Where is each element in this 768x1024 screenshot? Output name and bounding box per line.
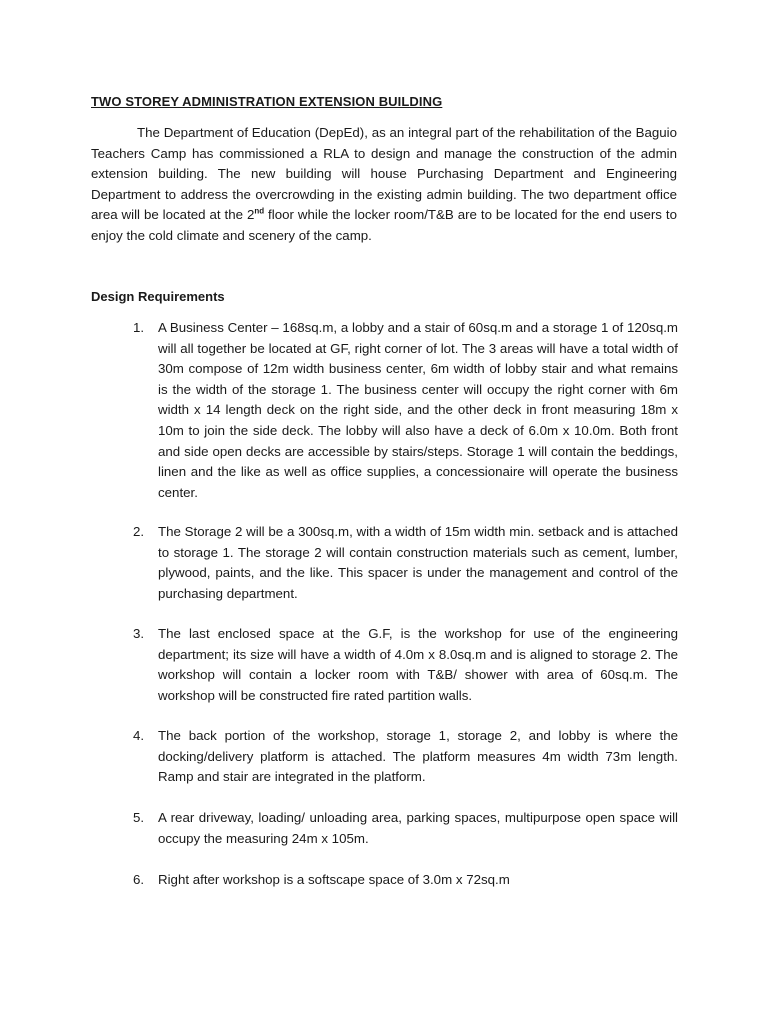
intro-text-part-2: floor while the locker room/T&B are to be located for the end users to enjoy the cold climate and scenery of the camp. <box>91 207 677 243</box>
requirement-text: A Business Center – 168sq.m, a lobby and a stair of 60sq.m and a storage 1 of 120sq.m will all together be located at GF, right corner of lot. The 3 areas will have a total width of 30m compose of 12m width business center, 6m width of lobby stair and what remains is the width of the storage 1. The business center will occupy the right corner with 6m width x 14 length deck on the right side, and the other deck in front measuring 18m x 10m to join the side deck. The lobby will also have a deck of 6.0m x 10.0m. Both front and side open decks are accessible by stairs/steps. Storage 1 will contain the beddings, linen and the like as well as office supplies, a concessionaire will operate the business center. <box>158 320 678 500</box>
requirement-text: The back portion of the workshop, storage 1, storage 2, and lobby is where the docking/delivery platform is attached. The platform measures 4m width 73m length. Ramp and stair are integrated in the platform. <box>158 728 678 785</box>
ordinal-superscript: nd <box>254 206 265 216</box>
requirement-number: 3. <box>133 626 145 641</box>
intro-text-part-1: The Department of Education (DepEd), as an integral part of the rehabilitation of the Baguio Teachers Camp has commissioned a RLA to design and manage the construction of the admin extension building. The new building will house Purchasing Department and Engineering Department to address the overcrowding in the existing admin building. The two department office area will be located at the 2 <box>91 125 677 223</box>
requirement-text: The last enclosed space at the G.F, is the workshop for use of the engineering department; its size will have a width of 4.0m x 8.0sq.m and is aligned to storage 2. The workshop will contain a locker room with T&B/ shower with area of 60sq.m. The workshop will be constructed fire rated partition walls. <box>158 626 678 703</box>
requirement-number: 1. <box>133 320 145 335</box>
requirement-number: 2. <box>133 524 145 539</box>
requirement-text: A rear driveway, loading/ unloading area, parking spaces, multipurpose open space will occupy the measuring 24m x 105m. <box>158 810 678 846</box>
requirement-number: 4. <box>133 728 145 743</box>
intro-paragraph <box>91 123 677 247</box>
requirement-number: 6. <box>133 872 145 887</box>
document-title: TWO STOREY ADMINISTRATION EXTENSION BUILDING <box>91 94 443 109</box>
design-requirements-heading: Design Requirements <box>91 289 225 304</box>
requirement-number: 5. <box>133 810 145 825</box>
requirement-text: The Storage 2 will be a 300sq.m, with a width of 15m width min. setback and is attached to storage 1. The storage 2 will contain construction materials such as cement, lumber, plywood, paints, and the like. This spacer is under the management and control of the purchasing department. <box>158 524 678 601</box>
requirement-text: Right after workshop is a softscape space of 3.0m x 72sq.m <box>158 872 510 887</box>
